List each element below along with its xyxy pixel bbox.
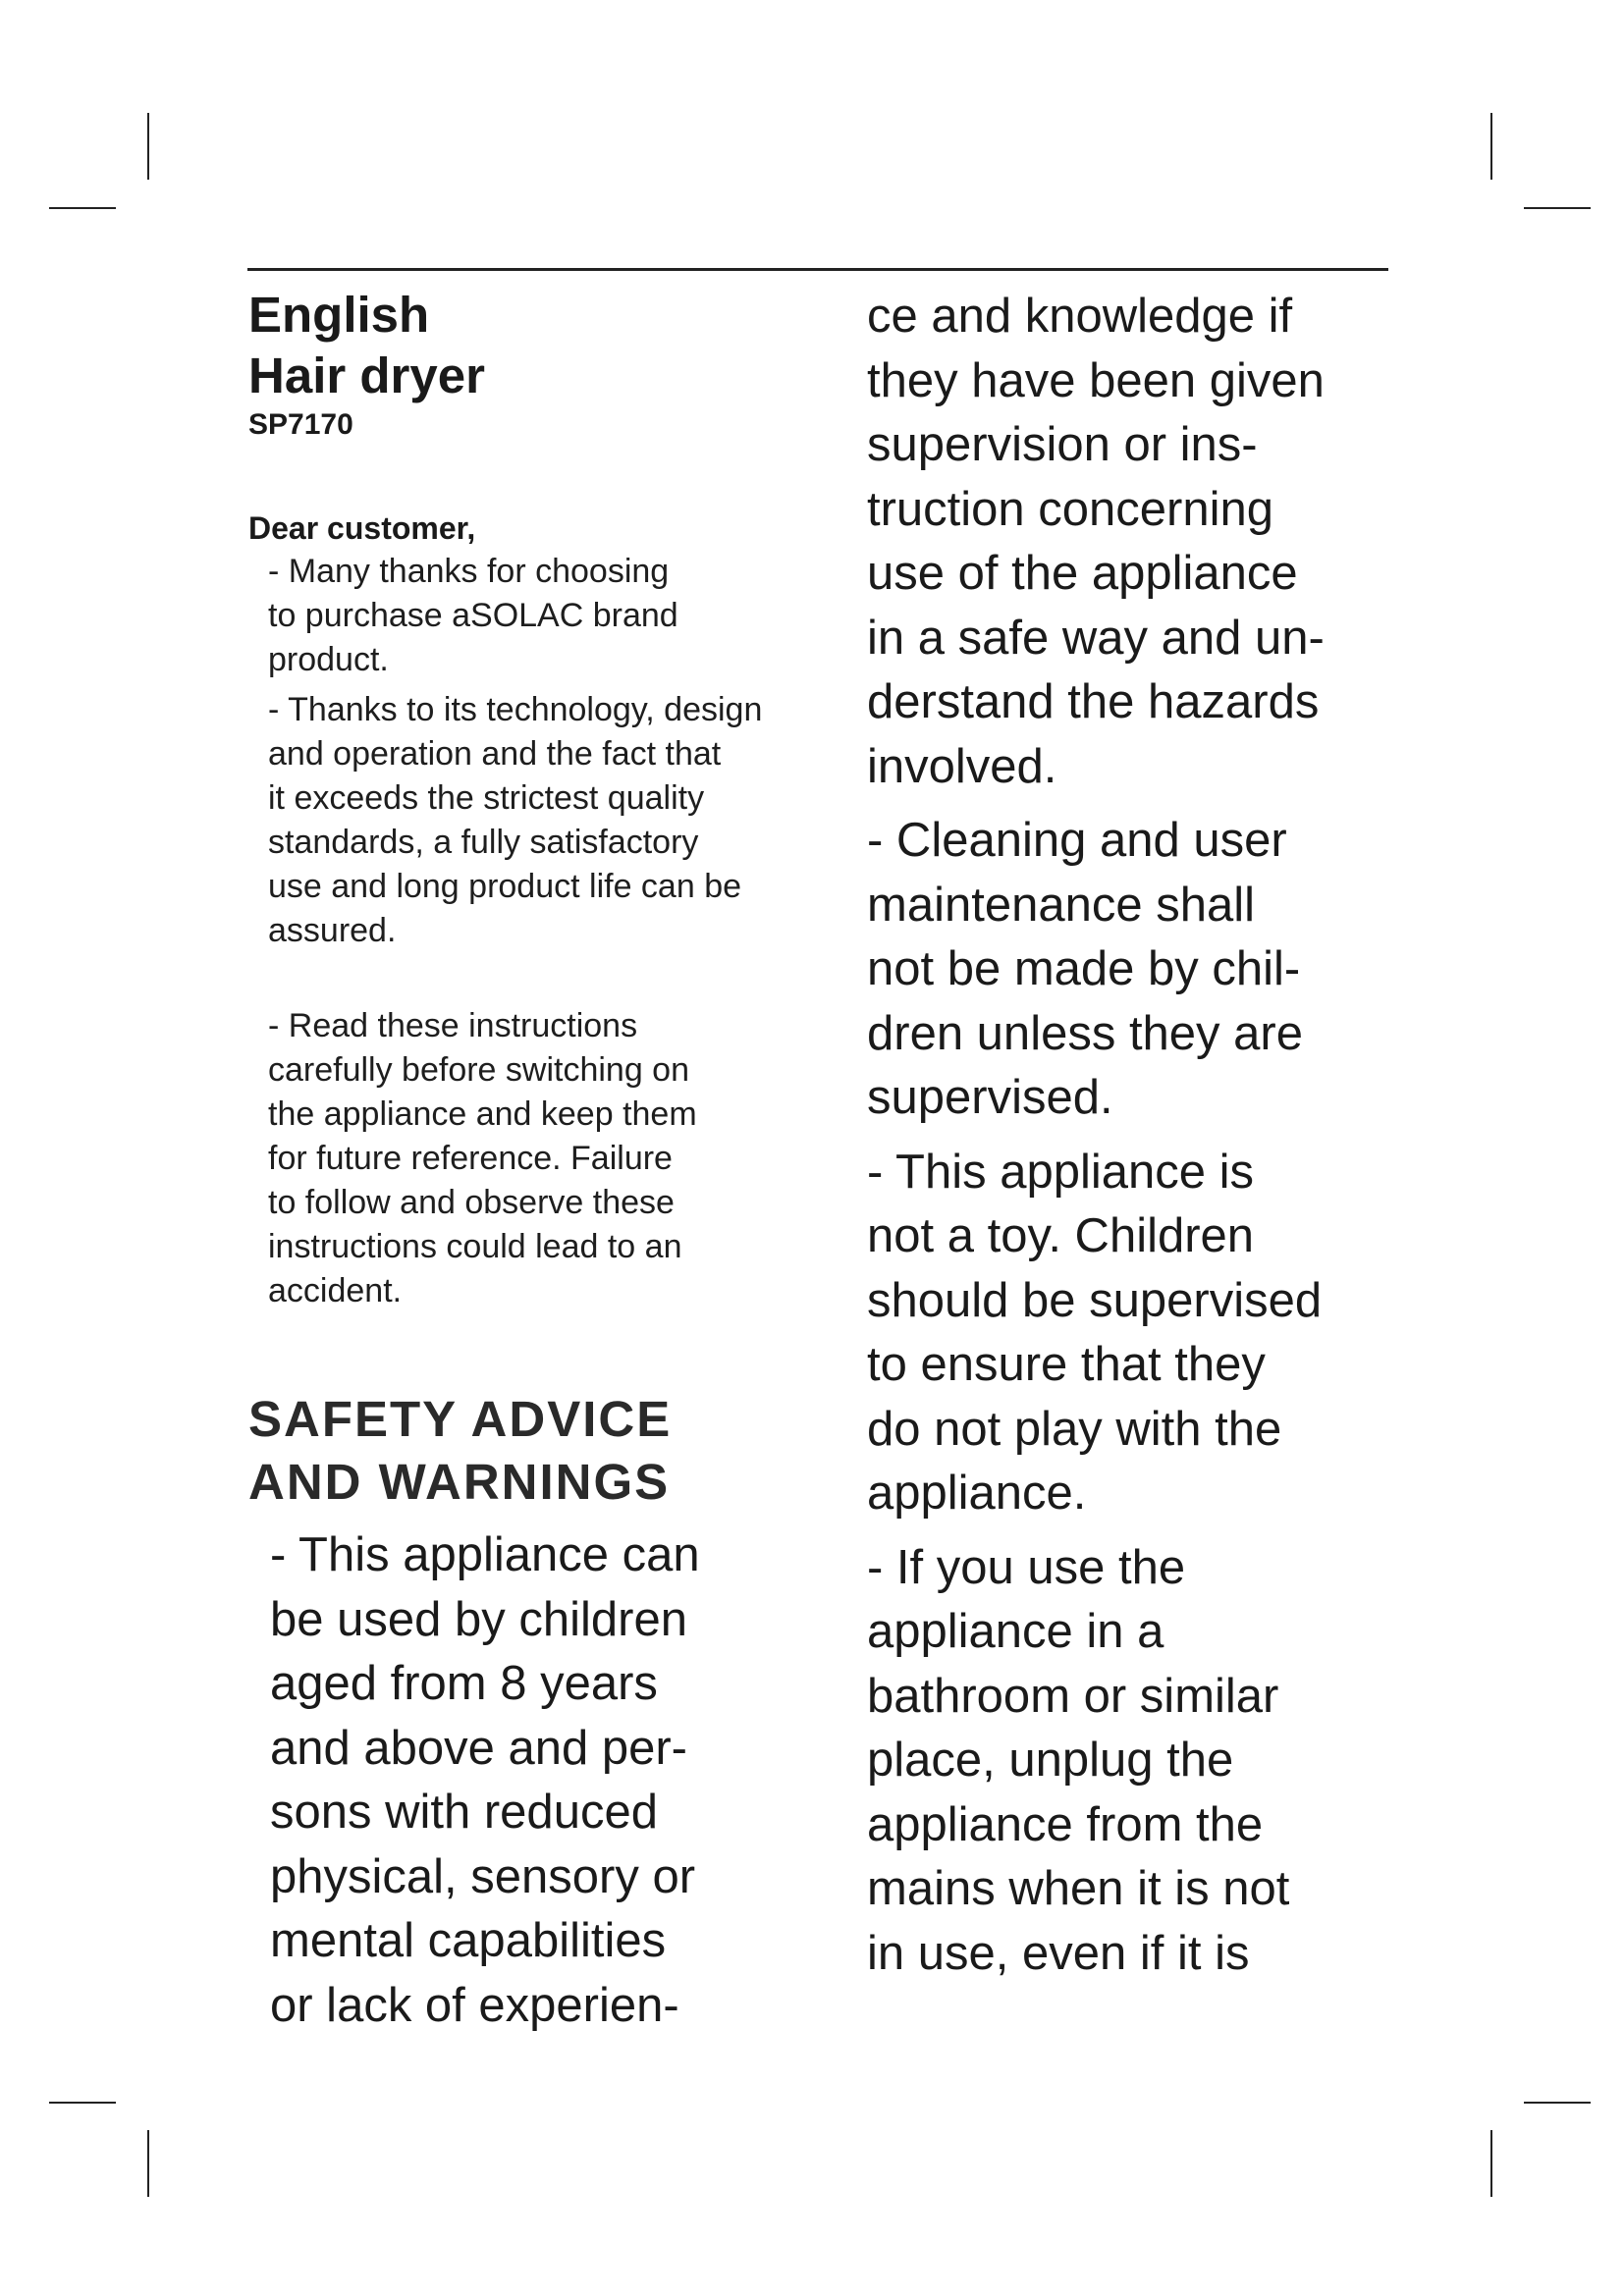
header-rule bbox=[247, 268, 1388, 271]
crop-mark-bottom-left-vertical bbox=[147, 2130, 149, 2197]
crop-mark-bottom-left-horizontal bbox=[49, 2102, 116, 2104]
safety-heading: SAFETY ADVICE AND WARNINGS bbox=[248, 1391, 673, 1510]
crop-mark-bottom-right-horizontal bbox=[1524, 2102, 1591, 2104]
crop-mark-top-right-horizontal bbox=[1524, 207, 1591, 209]
crop-mark-top-left-horizontal bbox=[49, 207, 116, 209]
left-column bbox=[248, 285, 838, 2038]
greeting: Dear customer, bbox=[248, 510, 476, 546]
intro-paragraph-3: - Read these instructions carefully before switching on the appliance and keep them for future reference. Failure to follow and observe these instructions could lead to an accident. bbox=[268, 1007, 697, 1309]
crop-mark-top-left-vertical bbox=[147, 113, 149, 180]
intro-paragraph-1: - Many thanks for choosing to purchase aSOLAC brand product. bbox=[268, 553, 678, 678]
safety-paragraph-bathroom: - If you use the appliance in a bathroom or similar place, unplug the appliance from the mains when it is not in use, even if it is bbox=[867, 1540, 1290, 1980]
crop-mark-bottom-right-vertical bbox=[1490, 2130, 1492, 2197]
model-number: SP7170 bbox=[248, 408, 353, 441]
language-heading: English bbox=[248, 287, 430, 343]
safety-paragraph-toy: - This appliance is not a toy. Children should be supervised to ensure that they do not play with the appliance. bbox=[867, 1145, 1323, 1520]
safety-paragraph-cleaning: - Cleaning and user maintenance shall not be made by chil- dren unless they are supervised. bbox=[867, 814, 1303, 1124]
intro-paragraph-2: - Thanks to its technology, design and operation and the fact that it exceeds the strictest quality standards, a fully satisfactory use and long product life can be assured. bbox=[268, 691, 763, 949]
crop-mark-top-right-vertical bbox=[1490, 113, 1492, 180]
safety-paragraph-children: - This appliance can be used by children aged from 8 years and above and per- sons with reduced physical, sensory or mental capabilities or lack of experien- bbox=[270, 1528, 700, 2032]
right-column bbox=[867, 285, 1417, 1996]
product-heading: Hair dryer bbox=[248, 347, 485, 403]
safety-paragraph-continued: ce and knowledge if they have been given supervision or ins- truction concerning use of the appliance in a safe way and un- derstand the hazards involved. bbox=[867, 290, 1325, 793]
